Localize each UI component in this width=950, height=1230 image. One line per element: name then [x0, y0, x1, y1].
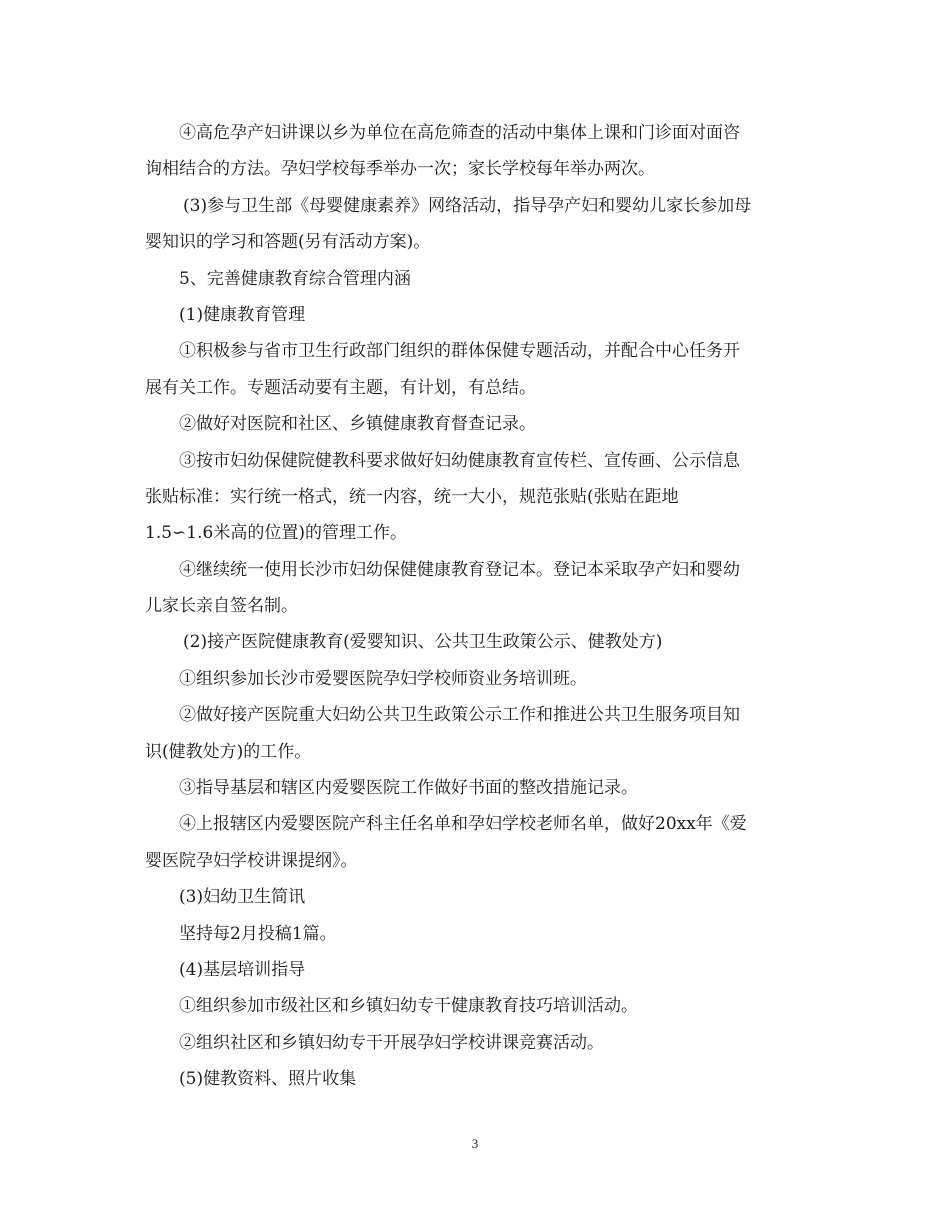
paragraph-line: ③指导基层和辖区内爱婴医院工作做好书面的整改措施记录。	[179, 778, 638, 799]
subsection-heading: (1)健康教育管理	[179, 304, 306, 325]
paragraph-line: 1.5∽1.6米高的位置)的管理工作。	[145, 523, 407, 544]
paragraph-line: 坚持每2月投稿1篇。	[179, 923, 337, 944]
subsection-heading: (4)基层培训指导	[179, 959, 306, 980]
paragraph-line: ①组织参加长沙市爱婴医院孕妇学校师资业务培训班。	[179, 668, 587, 689]
paragraph-line: 儿家长亲自签名制。	[145, 596, 298, 617]
paragraph-line: ④高危孕产妇讲课以乡为单位在高危筛查的活动中集体上课和门诊面对面咨	[179, 123, 740, 143]
paragraph-line: 识(健教处方)的工作。	[145, 741, 312, 762]
paragraph-line: 询相结合的方法。孕妇学校每季举办一次；家长学校每年举办两次。	[145, 159, 655, 180]
section-heading: 5、完善健康教育综合管理内涵	[179, 268, 411, 289]
subsection-heading: (3)妇幼卫生简讯	[179, 887, 306, 908]
paragraph-line: ①组织参加市级社区和乡镇妇幼专干健康教育技巧培训活动。	[179, 996, 638, 1017]
paragraph-line: 婴知识的学习和答题(另有活动方案)。	[145, 232, 431, 253]
paragraph-line: ②组织社区和乡镇妇幼专干开展孕妇学校讲课竞赛活动。	[179, 1032, 604, 1053]
paragraph-line: ②做好对医院和社区、乡镇健康教育督查记录。	[179, 414, 536, 435]
paragraph-line: (3)参与卫生部《母婴健康素养》网络活动，指导孕产妇和婴幼儿家长参加母	[183, 195, 752, 216]
paragraph-line: ①积极参与省市卫生行政部门组织的群体保健专题活动，并配合中心任务开	[179, 341, 740, 362]
paragraph-line: ②做好接产医院重大妇幼公共卫生政策公示工作和推进公共卫生服务项目知	[179, 705, 740, 726]
paragraph-line: 婴医院孕妇学校讲课提纲》。	[145, 850, 358, 871]
document-body	[145, 115, 815, 1098]
paragraph-line: 展有关工作。专题活动要有主题，有计划，有总结。	[145, 377, 536, 398]
subsection-heading: (2)接产医院健康教育(爱婴知识、公共卫生政策公示、健教处方)	[183, 632, 663, 653]
subsection-heading: (5)健教资料、照片收集	[179, 1069, 357, 1090]
paragraph-line: ④继续统一使用长沙市妇幼保健健康教育登记本。登记本采取孕产妇和婴幼	[179, 559, 740, 580]
page-number: 3	[471, 1136, 479, 1151]
paragraph-line: 张贴标准：实行统一格式，统一内容，统一大小，规范张贴(张贴在距地	[145, 486, 679, 507]
paragraph-line: ③按市妇幼保健院健教科要求做好妇幼健康教育宣传栏、宣传画、公示信息	[179, 450, 740, 471]
paragraph-line: ④上报辖区内爱婴医院产科主任名单和孕妇学校老师名单，做好20xx年《爱	[179, 814, 747, 835]
